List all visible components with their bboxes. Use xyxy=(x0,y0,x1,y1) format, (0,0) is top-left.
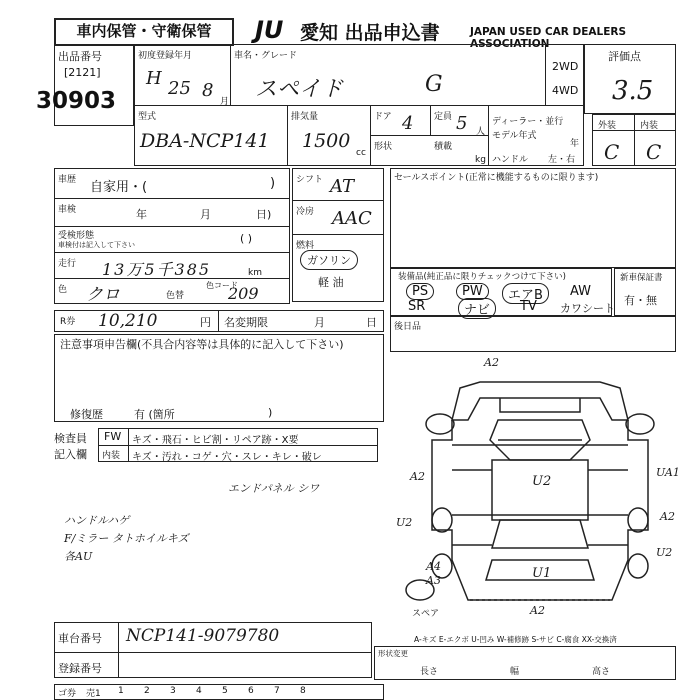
mark-a2-right: A2 xyxy=(660,510,675,523)
doors-value: 4 xyxy=(402,113,414,134)
warranty-label: 新車保証書 xyxy=(620,273,663,283)
fw-label: FW xyxy=(104,430,122,443)
repair-close: ) xyxy=(268,406,273,419)
mileage-label: 走行 xyxy=(58,259,77,269)
note-endpanel: エンドパネル シワ xyxy=(228,482,320,495)
aircon-label: 冷房 xyxy=(296,207,315,217)
doors-label: ドア xyxy=(374,112,392,122)
int-label: 内装 xyxy=(102,451,121,461)
lot-number: 30903 xyxy=(36,88,117,114)
handle-label: ハンドル xyxy=(492,155,529,165)
fuel-label: 燃料 xyxy=(296,241,315,251)
equip-leather[interactable]: カワシート xyxy=(560,302,615,315)
model-year-label: モデル年式 xyxy=(492,131,537,141)
equip-sr[interactable]: SR xyxy=(408,299,426,314)
shape-label: 形状 xyxy=(374,142,393,152)
mark-a2-top: A2 xyxy=(484,356,499,369)
capacity-value: 5 xyxy=(456,113,468,134)
lot-label: 出品番号 xyxy=(58,50,102,63)
form-title: 愛知 出品申込書 xyxy=(300,22,440,44)
size-length: 長さ xyxy=(420,667,439,677)
recv-sublabel: 車検付は記入して下さい xyxy=(58,241,135,249)
expiry-label: 名変期限 xyxy=(224,316,268,329)
mark-a2-left: A2 xyxy=(410,470,425,483)
reg-month: 8 xyxy=(202,80,214,101)
mark-a4: A4 xyxy=(426,560,441,573)
repair-value: 有 (箇所 xyxy=(134,408,175,421)
recycle-label: R券 xyxy=(60,317,76,327)
inspector-label: 検査員 xyxy=(54,432,87,445)
equip-tv[interactable]: TV xyxy=(520,299,537,314)
sales-label: セールスポイント(正常に機能するものに限ります) xyxy=(394,173,599,183)
inspection-year: 年 xyxy=(136,208,147,221)
inspector-label-2: 記入欄 xyxy=(54,448,87,461)
shift-value: AT xyxy=(330,176,355,197)
drive-4wd: 4WD xyxy=(552,84,579,97)
reg-no-label: 登録番号 xyxy=(58,662,102,675)
equip-airbag[interactable]: エアB xyxy=(502,283,549,304)
size-height: 高さ xyxy=(592,667,611,677)
mark-u2-right: U2 xyxy=(656,546,673,559)
reg-label: 初度登録年月 xyxy=(138,51,193,61)
color-change-label: 色替 xyxy=(166,291,185,301)
interior-label: 内装 xyxy=(640,121,659,131)
storage-sticker: 車内保管・守衛保管 xyxy=(54,18,234,46)
bottom-item-6: 6 xyxy=(248,686,254,696)
mark-u2-left: U2 xyxy=(396,516,413,529)
int-text: キズ・汚れ・コゲ・穴・スレ・キレ・破レ xyxy=(132,452,322,463)
after-label: 後日品 xyxy=(394,322,422,332)
equip-ps[interactable]: PS xyxy=(406,283,434,300)
drive-2wd: 2WD xyxy=(552,60,579,73)
model-grade: G xyxy=(425,72,443,97)
capacity-label: 定員 xyxy=(434,112,453,122)
interior-value: C xyxy=(646,140,662,164)
mark-a3: A3 xyxy=(426,574,441,587)
size-label: 形状変更 xyxy=(378,649,408,658)
mark-ua1-right: UA1 xyxy=(656,466,680,479)
recycle-unit: 円 xyxy=(200,316,211,329)
bottom-item-0: 売1 xyxy=(86,689,101,699)
bottom-item-3: 3 xyxy=(170,686,176,696)
bottom-item-2: 2 xyxy=(144,686,150,696)
after-box xyxy=(390,316,676,352)
equipment-label: 装備品(純正品に限りチェックつけて下さい) xyxy=(398,272,566,282)
association-name: JAPAN USED CAR DEALERS ASSOCIATION xyxy=(470,26,627,50)
reg-month-unit: 月 xyxy=(220,97,230,107)
shift-label: シフト xyxy=(296,175,324,185)
expiry-month: 月 xyxy=(314,316,325,329)
dims-label: 積載 xyxy=(434,142,453,152)
dealer-label: ディーラー・並行 xyxy=(492,117,564,127)
notes-label: 注意事項申告欄(不具合内容等は具体的に記入して下さい) xyxy=(60,338,344,351)
color-code: 209 xyxy=(228,284,259,303)
model-name: スペイド xyxy=(255,77,344,102)
bottom-item-8: 8 xyxy=(300,686,306,696)
inspection-month: 月 xyxy=(200,208,211,221)
mileage-unit: km xyxy=(248,268,262,278)
lot-code: [2121] xyxy=(64,66,101,79)
size-width: 幅 xyxy=(510,667,520,677)
reg-era: H xyxy=(146,68,162,89)
inspection-label: 車検 xyxy=(58,205,77,215)
inspection-day: 日) xyxy=(256,208,272,221)
warranty-value: 有・無 xyxy=(624,294,657,307)
bottom-item-5: 5 xyxy=(222,686,228,696)
color-value: クロ xyxy=(86,285,120,305)
engine-unit: cc xyxy=(356,148,366,158)
engine-value: 1500 xyxy=(302,130,351,152)
usage-close: ) xyxy=(270,176,276,191)
capacity-unit: 人 xyxy=(476,127,486,137)
bottom-item-7: 7 xyxy=(274,686,280,696)
chassis-label: 車台番号 xyxy=(58,632,102,645)
mark-a2-bottom: A2 xyxy=(530,604,545,617)
note-mirror: F/ミラー タトホイルキズ xyxy=(64,532,189,545)
fuel-diesel: 軽 油 xyxy=(318,276,344,289)
recv-paren: ( ) xyxy=(240,232,253,245)
fw-text: キズ・飛石・ヒビ割・リペア跡・X要 xyxy=(132,435,299,446)
exterior-label: 外装 xyxy=(598,121,617,131)
equip-navi[interactable]: ナビ xyxy=(458,298,496,319)
bottom-strip xyxy=(54,684,384,700)
repair-label: 修復歴 xyxy=(70,408,103,421)
expiry-day: 日 xyxy=(366,316,377,329)
model-code: DBA-NCP141 xyxy=(140,130,270,152)
mileage-value: 13万5千385 xyxy=(102,260,212,279)
mark-u1-rear: U1 xyxy=(532,566,552,581)
color-code-label: 色コード xyxy=(206,281,238,290)
score-label: 評価点 xyxy=(608,50,641,63)
spare-label: スペア xyxy=(412,609,440,619)
bottom-label: ゴ券 xyxy=(58,689,77,699)
reg-year: 25 xyxy=(168,78,191,99)
note-handle: ハンドルハゲ xyxy=(64,514,130,527)
handle-options: 左・右 xyxy=(548,155,576,165)
year-unit: 年 xyxy=(570,139,580,149)
equip-pw[interactable]: PW xyxy=(456,283,489,300)
sales-box xyxy=(390,168,676,268)
model-code-label: 型式 xyxy=(138,112,157,122)
recv-label: 受検形態 xyxy=(58,231,95,241)
ju-logo: JU xyxy=(255,16,284,44)
weight-unit: kg xyxy=(475,155,486,165)
score-value: 3.5 xyxy=(612,76,654,106)
aircon-value: AAC xyxy=(332,208,372,229)
fuel-gasoline: ガソリン xyxy=(300,250,358,270)
damage-legend: A-キズ E-エクボ U-凹み W-補修跡 S-サビ C-腐食 XX-交換済 xyxy=(414,635,617,644)
chassis-value: NCP141-9079780 xyxy=(126,626,280,646)
color-label: 色 xyxy=(58,285,68,295)
usage-label: 車歴 xyxy=(58,175,77,185)
bottom-item-1: 1 xyxy=(118,686,124,696)
engine-label: 排気量 xyxy=(291,112,319,122)
note-all-au: 各AU xyxy=(64,550,93,563)
equip-aw[interactable]: AW xyxy=(570,284,592,299)
bottom-item-4: 4 xyxy=(196,686,202,696)
exterior-value: C xyxy=(604,140,620,164)
usage-value: 自家用・( xyxy=(90,180,148,195)
recycle-value: 10,210 xyxy=(98,311,158,331)
model-name-label: 車名・グレード xyxy=(234,51,298,61)
mark-u2-roof: U2 xyxy=(532,474,552,489)
